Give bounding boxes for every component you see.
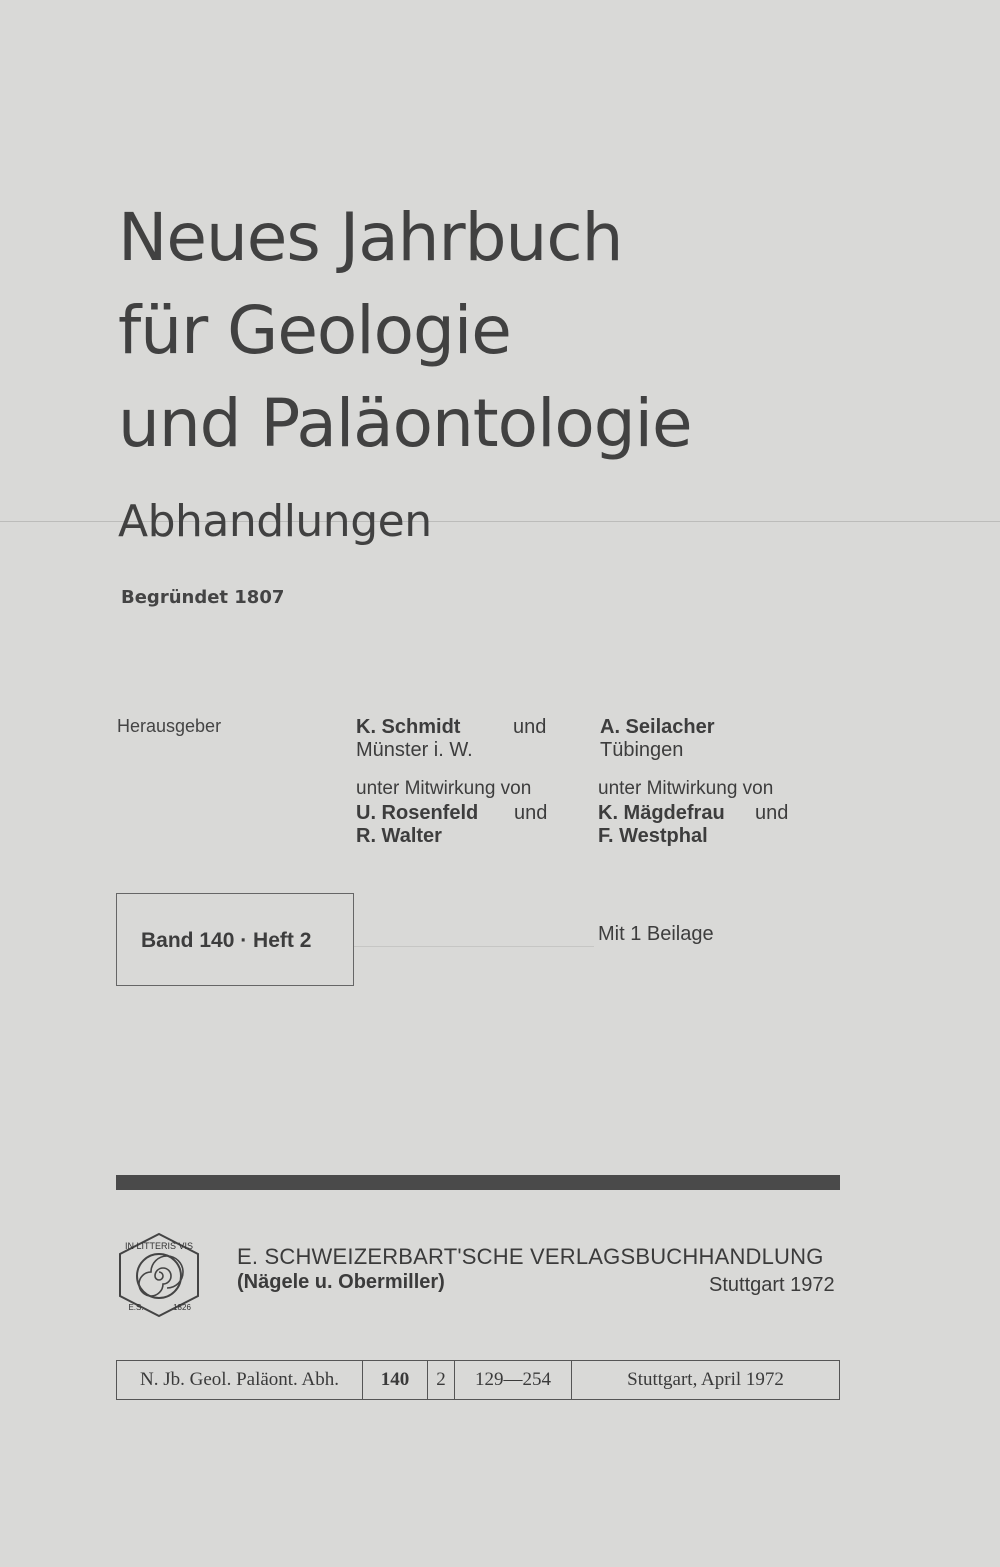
- citation-volume: 140: [363, 1361, 428, 1399]
- journal-title-line-3: und Paläontologie: [118, 385, 692, 462]
- ammonite-seal-icon: [116, 1232, 202, 1318]
- separator-bar: [116, 1175, 840, 1190]
- supplement-note: Mit 1 Beilage: [598, 923, 714, 945]
- issue-rule: [354, 946, 594, 947]
- coeditor-left-1: U. Rosenfeld: [356, 802, 479, 824]
- editors-label: Herausgeber: [117, 716, 222, 736]
- citation-issue: 2: [428, 1361, 455, 1399]
- publisher-name: E. SCHWEIZERBART'SCHE VERLAGSBUCHHANDLUNG: [237, 1244, 824, 1269]
- coeditor-left-2: R. Walter: [356, 825, 442, 847]
- seal-motto: IN LITTERIS VIS: [124, 1241, 194, 1251]
- editor-left-cooperation: unter Mitwirkung von: [356, 778, 532, 799]
- issue-box: [116, 893, 354, 986]
- publisher-subname: (Nägele u. Obermiller): [237, 1271, 445, 1293]
- journal-subtitle: Abhandlungen: [118, 496, 432, 547]
- coeditor-right-2: F. Westphal: [598, 825, 708, 847]
- coeditor-right-and: und: [755, 802, 789, 824]
- citation-table: [116, 1360, 840, 1400]
- citation-abbrev: N. Jb. Geol. Paläont. Abh.: [117, 1361, 363, 1399]
- editor-and: und: [513, 716, 547, 738]
- journal-title-line-1: Neues Jahrbuch: [118, 199, 623, 276]
- seal-year: 1826: [173, 1303, 191, 1312]
- issue-number: Band 140 · Heft 2: [141, 929, 312, 952]
- founded-note: Begründet 1807: [121, 587, 285, 608]
- editor-right-cooperation: unter Mitwirkung von: [598, 778, 774, 799]
- publisher-city-year: Stuttgart 1972: [709, 1274, 835, 1296]
- citation-place-date: Stuttgart, April 1972: [627, 1369, 784, 1390]
- coeditor-right-1: K. Mägdefrau: [598, 802, 725, 824]
- journal-title-line-2: für Geologie: [118, 292, 511, 369]
- citation-pages: 129—254: [455, 1361, 572, 1399]
- editor-left-city: Münster i. W.: [356, 739, 473, 761]
- editor-right-city: Tübingen: [600, 739, 684, 761]
- seal-initials: E.S.: [128, 1303, 144, 1312]
- editor-left-name: K. Schmidt: [356, 716, 461, 738]
- editor-right-name: A. Seilacher: [600, 716, 715, 738]
- coeditor-left-and: und: [514, 802, 548, 824]
